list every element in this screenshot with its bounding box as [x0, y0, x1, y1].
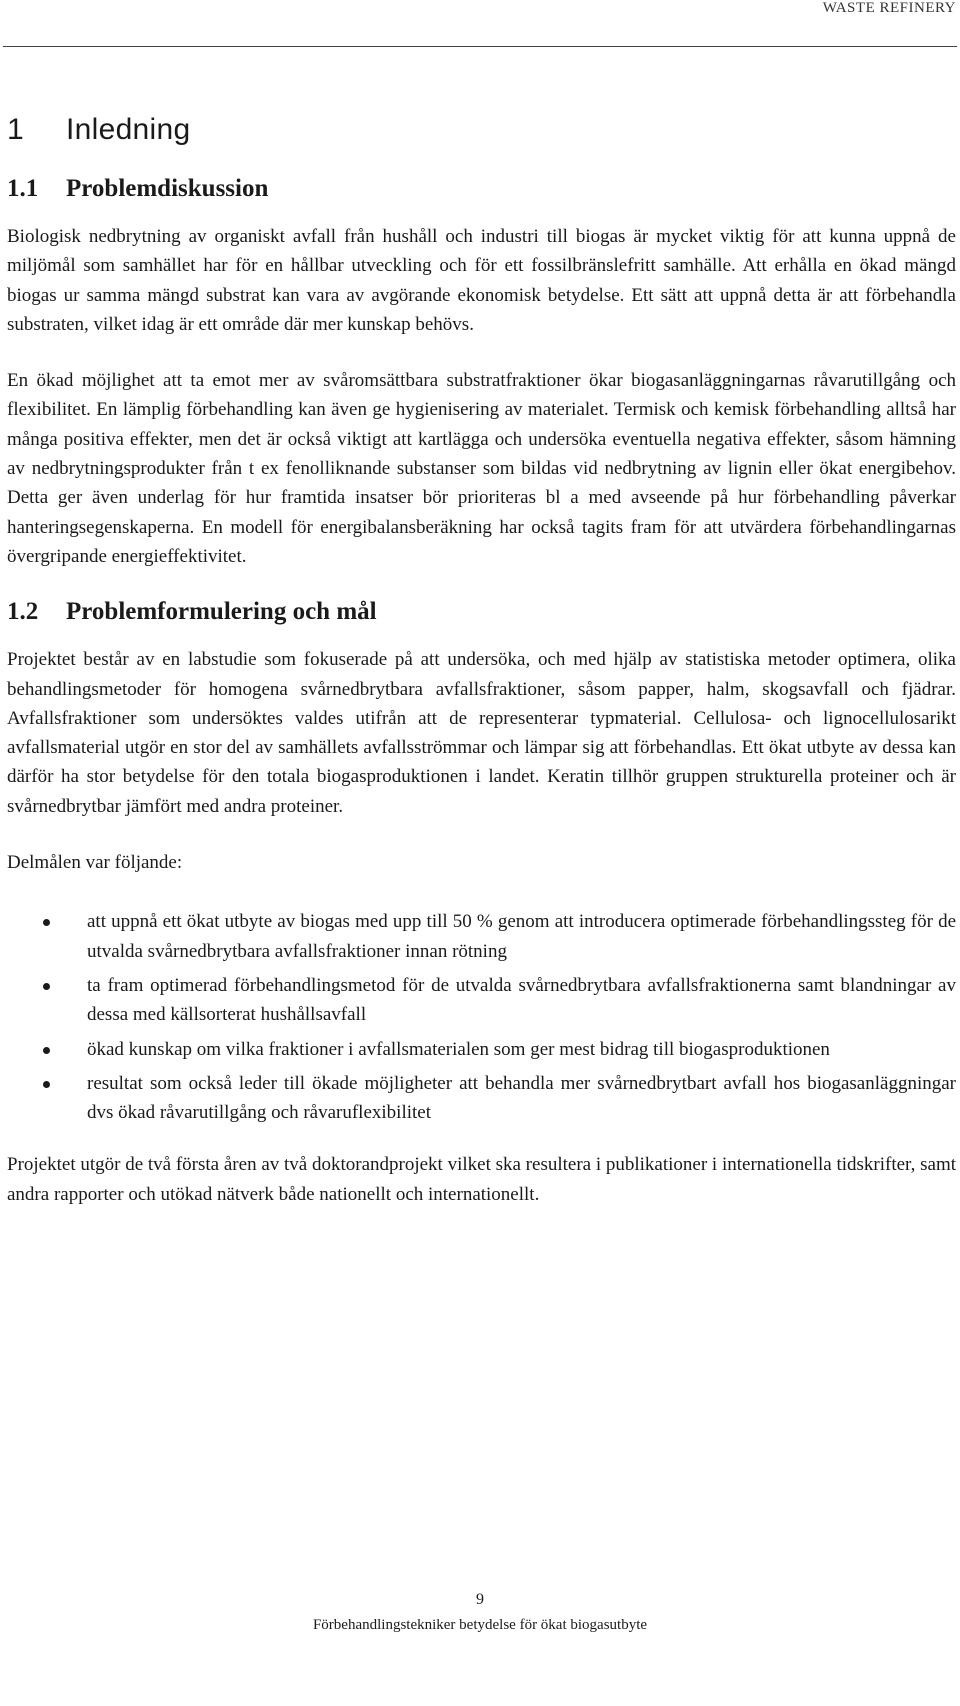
list-item-text: att uppnå ett ökat utbyte av biogas med upp till 50 % genom att introducera optimerade förbehandlingssteg för de utvalda svårnedbrytbara avfallsfraktioner innan rötning	[87, 911, 956, 962]
list-item-text: ta fram optimerad förbehandlingsmetod för de utvalda svårnedbrytbara avfallsfraktionerna samt blandningar av dessa med källsorterat hushållsavfall	[87, 974, 956, 1026]
paragraph: Projektet utgör de två första åren av två doktorandprojekt vilket ska resultera i publikationer i internationella tidskrifter, samt andra rapporter och utökad nätverk både nationellt och internationellt.	[7, 1154, 956, 1205]
section-title: Problemdiskussion	[66, 175, 269, 202]
paragraph: En ökad möjlighet att ta emot mer av svåromsättbara substratfraktioner ökar biogasanläggningarnas råvarutillgång och flexibilitet. En lämplig förbehandling kan även ge hygienisering av materialet. Termisk och kemisk förbehandling alltså har många positiva effekter, men det är också viktigt att kartlägga och undersöka eventuella negativa effekter, såsom hämning av nedbrytningsprodukter från t ex fenolliknande substanser som bildas vid nedbrytning av lignin eller ökat energibehov. Detta ger även underlag för hur framtida insatser bör prioriteras bl a med avseende på hur förbehandling påverkar hanteringsegenskaperna. En modell för energibalansberäkning har också tagits fram för att utvärdera förbehandlingarnas övergripande energieffektivitet.	[7, 370, 956, 567]
bullet-icon	[43, 1081, 50, 1088]
section-heading-problemdiskussion	[7, 167, 956, 211]
goals-intro: Delmålen var följande:	[7, 852, 183, 874]
list-item	[7, 971, 956, 1030]
page-number: 9	[476, 1591, 484, 1608]
list-item	[7, 907, 956, 966]
goals-list	[7, 907, 956, 1127]
section-number: 1.1	[7, 175, 39, 202]
paragraph: Projektet består av en labstudie som fokuserade på att undersöka, och med hjälp av statistiska metoder optimera, olika behandlingsmetoder för homogena svårnedbrytbara avfallsfraktioner, såsom papper, halm, skogsavfall och fjädrar. Avfallsfraktioner som undersöktes valdes utifrån att de representerar typmaterial. Cellulosa- och lignocellulosarikt avfallsmaterial utgör en stor del av samhällets avfallsströmmar och lämpar sig att förbehandlas. Ett ökat utbyte av dessa kan därför ha stor betydelse för den totala biogasproduktionen i landet. Keratin tillhör gruppen strukturella proteiner och är svårnedbrytbar jämfört med andra proteiner.	[7, 649, 956, 817]
running-footer: Förbehandlingstekniker betydelse för ökat biogasutbyte	[312, 1617, 648, 1633]
section-number: 1.2	[7, 598, 39, 626]
list-item-text: ökad kunskap om vilka fraktioner i avfallsmaterialen som ger mest bidrag till biogasproduktionen	[87, 1038, 830, 1060]
paragraph: Biologisk nedbrytning av organiskt avfall från hushåll och industri till biogas är mycket viktig för att kunna uppnå de miljömål som samhället har för en hållbar utveckling och för ett fossilbränslefritt samhälle. Att erhålla en ökad mängd biogas ur samma mängd substrat kan vara av avgörande ekonomisk betydelse. Ett sätt att uppnå detta är att förbehandla substraten, vilket idag är ett område där mer kunskap behövs.	[7, 226, 956, 335]
chapter-title: Inledning	[66, 113, 191, 146]
section-title: Problemformulering och mål	[66, 598, 377, 626]
section-heading-problemformulering	[7, 590, 956, 634]
header-divider	[3, 46, 957, 47]
page-content	[7, 108, 956, 1209]
bullet-icon	[43, 1047, 50, 1054]
list-item-text: resultat som också leder till ökade möjligheter att behandla mer svårnedbrytbart avfall hos biogasanläggningar dvs ökad råvarutillgång och råvaruflexibilitet	[87, 1072, 956, 1124]
bullet-icon	[43, 983, 50, 990]
list-item	[7, 1069, 956, 1128]
bullet-icon	[43, 919, 50, 926]
chapter-number: 1	[7, 113, 24, 146]
running-header: WASTE REFINERY	[822, 0, 956, 16]
list-item	[7, 1035, 956, 1064]
chapter-heading	[7, 108, 956, 152]
